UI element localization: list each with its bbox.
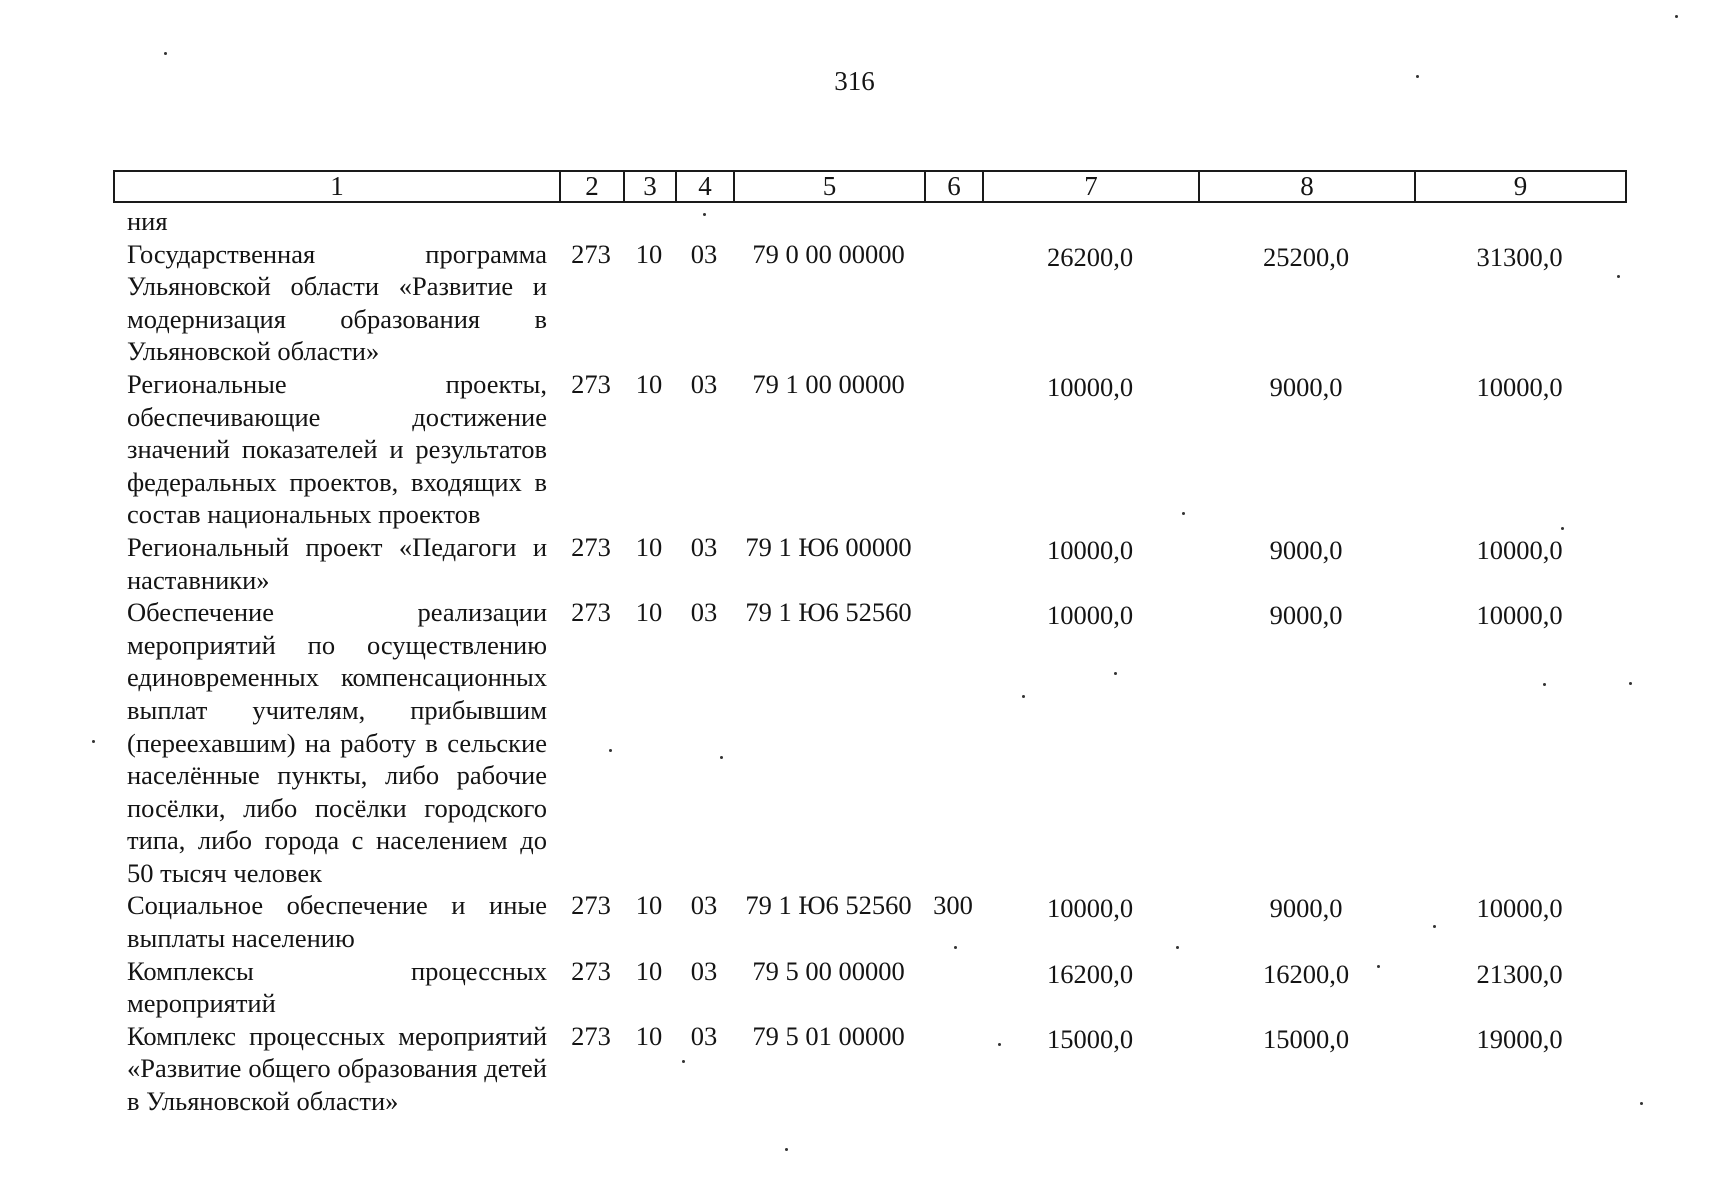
cell-col5: 79 1 00 00000 bbox=[752, 368, 905, 399]
cell-col7: 10000,0 bbox=[1046, 534, 1134, 565]
cell-col3: 10 bbox=[635, 531, 663, 562]
row-description: Комплексы процессных мероприятий bbox=[127, 955, 547, 1019]
column-header: 6 bbox=[925, 171, 983, 202]
scan-speck bbox=[1416, 75, 1419, 78]
cell-col2: 273 bbox=[571, 531, 611, 562]
cell-col8: 9000,0 bbox=[1269, 600, 1343, 631]
scan-speck bbox=[720, 756, 723, 759]
cell-col8: 15000,0 bbox=[1262, 1023, 1350, 1054]
cell-col2: 273 bbox=[571, 890, 611, 921]
column-number-row bbox=[114, 171, 1626, 202]
table-row bbox=[113, 238, 1625, 368]
scan-speck bbox=[1114, 672, 1117, 675]
column-header: 7 bbox=[983, 171, 1199, 202]
page-number: 316 bbox=[834, 66, 875, 96]
table-row bbox=[113, 955, 1625, 1020]
column-header: 5 bbox=[734, 171, 925, 202]
cell-col9: 31300,0 bbox=[1476, 241, 1563, 272]
cell-col3: 10 bbox=[635, 597, 663, 628]
scan-speck bbox=[1176, 946, 1179, 949]
scan-speck bbox=[682, 1060, 685, 1063]
table-row bbox=[113, 1020, 1625, 1118]
cell-col6 bbox=[924, 1020, 982, 1118]
cell-col4: 03 bbox=[690, 368, 718, 399]
cell-col5: 79 0 00 00000 bbox=[752, 238, 905, 269]
cell-col6 bbox=[924, 596, 982, 889]
budget-table bbox=[113, 205, 1625, 1118]
scan-speck bbox=[1543, 683, 1546, 686]
cell-col4: 03 bbox=[690, 890, 718, 921]
scan-speck bbox=[1561, 527, 1564, 530]
scan-speck bbox=[785, 1148, 788, 1151]
cell-col9: 10000,0 bbox=[1476, 534, 1563, 565]
scan-speck bbox=[1022, 695, 1025, 698]
scan-speck bbox=[92, 740, 95, 743]
cell-col7: 10000,0 bbox=[1046, 371, 1134, 402]
cell-col3: 10 bbox=[635, 955, 663, 986]
scan-speck bbox=[1377, 965, 1380, 968]
scan-speck bbox=[1182, 512, 1185, 515]
cell-col5: 79 5 00 00000 bbox=[752, 955, 905, 986]
cell-col4: 03 bbox=[690, 238, 718, 269]
cell-col9: 10000,0 bbox=[1476, 893, 1563, 924]
cell-col4: 03 bbox=[690, 955, 718, 986]
cell-col6 bbox=[924, 955, 982, 1020]
column-header: 3 bbox=[624, 171, 676, 202]
row-description: Комплекс процессных мероприятий «Развитие общего образования детей в Ульяновской области» bbox=[127, 1020, 547, 1117]
cell-col4: 03 bbox=[690, 597, 718, 628]
table-row bbox=[113, 531, 1625, 596]
cell-col5: 79 1 Ю6 52560 bbox=[745, 890, 912, 921]
cell-col6 bbox=[924, 531, 982, 596]
cell-col8: 25200,0 bbox=[1262, 241, 1350, 272]
cell-col2: 273 bbox=[571, 955, 611, 986]
column-header: 2 bbox=[560, 171, 624, 202]
table-row bbox=[113, 368, 1625, 531]
scan-speck bbox=[1640, 1102, 1643, 1105]
row-description: Государственная программа Ульяновской области «Развитие и модернизация образования в Ульяновской области» bbox=[127, 238, 547, 367]
cell-col9: 19000,0 bbox=[1476, 1023, 1563, 1054]
cell-col8: 9000,0 bbox=[1269, 893, 1343, 924]
column-header: 9 bbox=[1415, 171, 1626, 202]
cell-col3: 10 bbox=[635, 1020, 663, 1051]
cell-col9: 10000,0 bbox=[1476, 371, 1563, 402]
scan-speck bbox=[703, 213, 706, 216]
cell-col4: 03 bbox=[690, 531, 718, 562]
cell-col7: 26200,0 bbox=[1046, 241, 1134, 272]
column-header: 8 bbox=[1199, 171, 1415, 202]
cell-col6 bbox=[924, 368, 982, 531]
cell-col2: 273 bbox=[571, 238, 611, 269]
cell-col9: 10000,0 bbox=[1476, 600, 1563, 631]
cell-col5: 79 1 Ю6 52560 bbox=[745, 597, 912, 628]
cell-col7: 10000,0 bbox=[1046, 600, 1134, 631]
cell-col6 bbox=[924, 238, 982, 368]
cell-col3: 10 bbox=[635, 368, 663, 399]
cell-col2: 273 bbox=[571, 1020, 611, 1051]
row-description: Региональные проекты, обеспечивающие достижение значений показателей и результатов федеральных проектов, входящих в состав национальных проектов bbox=[127, 368, 547, 530]
continuation-row bbox=[113, 205, 1625, 238]
cell-col3: 10 bbox=[635, 890, 663, 921]
cell-col7: 16200,0 bbox=[1046, 958, 1134, 989]
table-row bbox=[113, 889, 1625, 954]
cell-col7: 15000,0 bbox=[1046, 1023, 1134, 1054]
row-description: Социальное обеспечение и иные выплаты населению bbox=[127, 890, 547, 954]
column-header: 4 bbox=[676, 171, 734, 202]
cell-col8: 9000,0 bbox=[1269, 534, 1343, 565]
continuation-text: ния bbox=[127, 206, 168, 236]
cell-col3: 10 bbox=[635, 238, 663, 269]
cell-col9: 21300,0 bbox=[1476, 958, 1563, 989]
cell-col2: 273 bbox=[571, 597, 611, 628]
scan-speck bbox=[954, 946, 957, 949]
cell-col5: 79 5 01 00000 bbox=[752, 1020, 905, 1051]
cell-col6: 300 bbox=[933, 890, 973, 921]
column-header-table bbox=[113, 170, 1627, 203]
table-row bbox=[113, 596, 1625, 889]
row-description: Обеспечение реализации мероприятий по осуществлению единовременных компенсационных выплат учителям, прибывшим (переехавшим) на работу в сельские населённые пункты, либо рабочие посёлки, либо посёлки городского типа, либо города с населением до 50 тысяч человек bbox=[127, 597, 547, 888]
scan-speck bbox=[609, 749, 612, 752]
cell-col7: 10000,0 bbox=[1046, 893, 1134, 924]
scan-speck bbox=[164, 52, 167, 55]
cell-col5: 79 1 Ю6 00000 bbox=[745, 531, 912, 562]
scan-speck bbox=[1629, 682, 1632, 685]
row-description: Региональный проект «Педагоги и наставники» bbox=[127, 531, 547, 595]
scan-speck bbox=[998, 1043, 1001, 1046]
cell-col8: 9000,0 bbox=[1269, 371, 1343, 402]
column-header: 1 bbox=[114, 171, 560, 202]
scan-speck bbox=[1675, 15, 1678, 18]
cell-col2: 273 bbox=[571, 368, 611, 399]
cell-col4: 03 bbox=[690, 1020, 718, 1051]
cell-col8: 16200,0 bbox=[1262, 958, 1350, 989]
scan-speck bbox=[1433, 925, 1436, 928]
scan-speck bbox=[1617, 275, 1620, 278]
